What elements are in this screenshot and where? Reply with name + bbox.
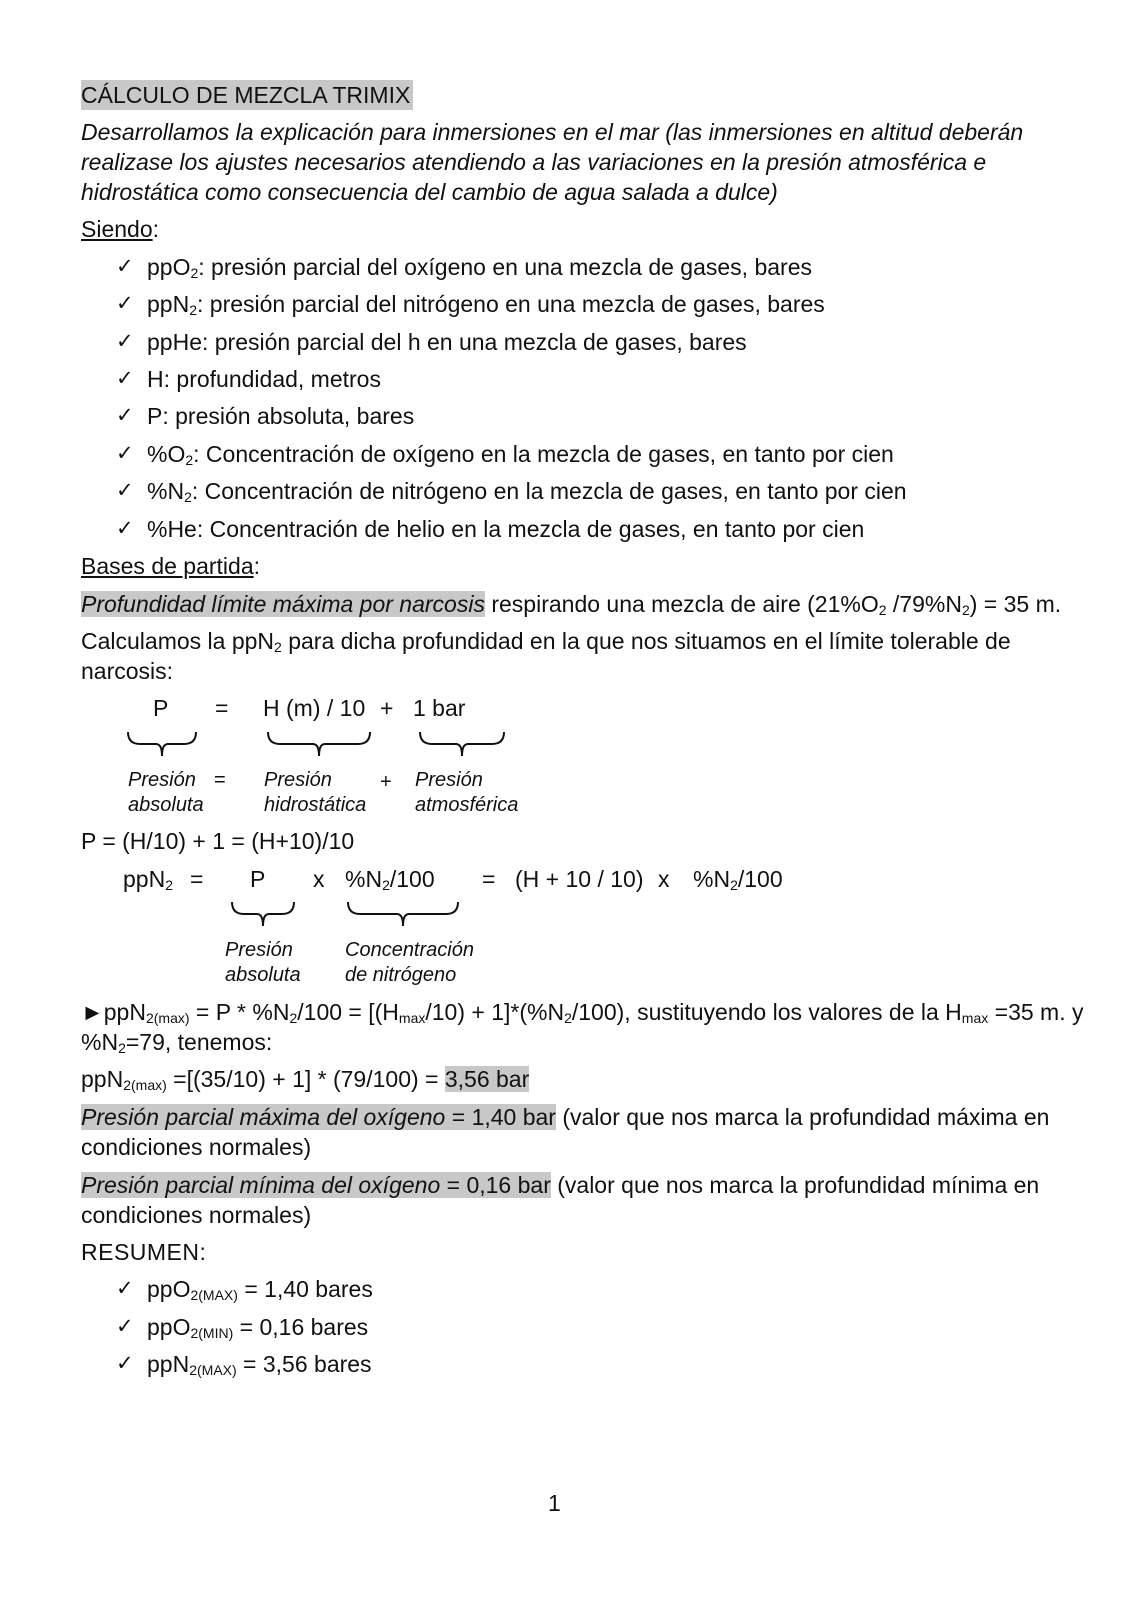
check-icon: ✓ — [116, 1315, 134, 1338]
calc-line-1: Calculamos la ppN$_2$ para dicha profundidad en la que nos situamos en el límite tolerable de — [81, 628, 1011, 655]
check-icon: ✓ — [116, 442, 134, 465]
ppn2-result-value: 3,56 bar — [444, 1066, 530, 1092]
o2-max-line-2: condiciones normales) — [81, 1134, 312, 1160]
label-equals: = — [214, 769, 226, 791]
eq2-hexp: (H + 10 / 10) — [515, 866, 644, 892]
label-atmosferica: atmosférica — [415, 794, 519, 816]
check-icon: ✓ — [116, 404, 134, 427]
eq1-p: P — [153, 695, 169, 721]
brace-concentration — [346, 900, 460, 930]
label-concentracion: Concentración — [345, 939, 474, 961]
eq1-plus: + — [380, 695, 394, 721]
definition-item: P: presión absoluta, bares — [147, 403, 415, 429]
label-presion: Presión — [264, 769, 332, 791]
definition-item: %He: Concentración de helio en la mezcla de gases, en tanto por cien — [147, 516, 865, 542]
definition-item: ppHe: presión parcial del h en una mezcla de gases, bares — [147, 329, 747, 355]
eq1-equals: = — [215, 695, 229, 721]
siendo-heading: Siendo: — [81, 216, 160, 242]
check-icon: ✓ — [116, 1352, 134, 1375]
check-icon: ✓ — [116, 330, 134, 353]
eq2-times-2: x — [658, 866, 670, 892]
definition-item: ppO$_2$: presión parcial del oxígeno en una mezcla de gases, bares — [147, 254, 812, 281]
eq1-bar: 1 bar — [413, 695, 466, 721]
intro-line-2: realizase los ajustes necesarios atendiendo a las variaciones en la presión atmosférica e — [81, 149, 987, 175]
check-icon: ✓ — [116, 292, 134, 315]
summary-item: ppN$_{2(MAX)}$ = 3,56 bares — [147, 1351, 372, 1378]
label-presion: Presión — [225, 939, 293, 961]
o2-min-line-2: condiciones normales) — [81, 1202, 312, 1228]
document-heading: CÁLCULO DE MEZCLA TRIMIX — [81, 80, 413, 110]
label-nitrogeno: de nitrógeno — [345, 964, 457, 986]
eq2-equals: = — [190, 866, 204, 892]
check-icon: ✓ — [116, 517, 134, 540]
label-plus: + — [380, 771, 392, 793]
arrow-icon: ► — [81, 999, 104, 1025]
intro-line-1: Desarrollamos la explicación para inmersiones en el mar (las inmersiones en altitud deberán — [81, 119, 1024, 145]
o2-max-line: Presión parcial máxima del oxígeno = 1,40 bar (valor que nos marca la profundidad máxima en — [81, 1104, 1050, 1130]
brace-atmospheric — [418, 730, 506, 760]
label-presion: Presión — [415, 769, 483, 791]
check-icon: ✓ — [116, 479, 134, 502]
brace-absolute — [126, 730, 198, 760]
resumen-heading: RESUMEN: — [81, 1239, 207, 1265]
label-hidrostatica: hidrostática — [264, 794, 367, 816]
ppn2-result-line: ppN$_{2(max)}$ =[(35/10) + 1] * (79/100) = 3,56 bar — [81, 1066, 530, 1093]
definition-item: $\%O_2$: Concentración de oxígeno en la mezcla de gases, en tanto por cien — [147, 441, 894, 468]
check-icon: ✓ — [116, 1277, 134, 1300]
definition-item: $\%N_2$: Concentración de nitrógeno en la mezcla de gases, en tanto por cien — [147, 478, 907, 505]
label-absoluta: absoluta — [225, 964, 301, 986]
definition-item: H: profundidad, metros — [147, 366, 381, 392]
check-icon: ✓ — [116, 367, 134, 390]
max-formula-line-1: ►ppN$_{2(max)}$ = $P * \%N_2/100 = [(H_{max}/10) + 1]*(\%N_2/100)$, sustituyendo los valores de la $H_{max} =35$ m. y — [81, 999, 1084, 1026]
definition-item: ppN$_2$: presión parcial del nitrógeno en una mezcla de gases, bares — [147, 291, 825, 318]
bases-heading: Bases de partida: — [81, 553, 261, 579]
eq2-p: P — [250, 866, 266, 892]
summary-item: ppO$_{2(MAX)}$ = 1,40 bares — [147, 1276, 373, 1303]
eq2-n2: $\%N_2/100$ — [345, 866, 435, 893]
brace-absolute-2 — [230, 900, 296, 930]
eq2-times: x — [313, 866, 325, 892]
page-number: 1 — [548, 1490, 561, 1516]
intro-line-3: hidrostática como consecuencia del cambio de agua salada a dulce) — [81, 179, 778, 205]
label-absoluta: absoluta — [128, 794, 204, 816]
pressure-formula: P = (H/10) + 1 = (H+10)/10 — [81, 828, 355, 854]
o2-min-line: Presión parcial mínima del oxígeno = 0,16 bar (valor que nos marca la profundidad mínima en — [81, 1172, 1040, 1198]
calc-line-2: narcosis: — [81, 658, 174, 684]
eq2-ppn2: ppN$_2$ — [123, 866, 173, 893]
eq2-n2-2: $\%N_2/100$ — [693, 866, 783, 893]
check-icon: ✓ — [116, 255, 134, 278]
eq2-equals-2: = — [482, 866, 496, 892]
summary-item: ppO$_{2(MIN)}$ = 0,16 bares — [147, 1314, 369, 1341]
eq1-hydro: H (m) / 10 — [263, 695, 366, 721]
narcosis-line: Profundidad límite máxima por narcosis respirando una mezcla de aire ($21\%O_2$ $/79\%N_2) = 35$ m. — [81, 591, 1062, 618]
brace-hydrostatic — [266, 730, 372, 760]
label-presion: Presión — [128, 769, 196, 791]
max-formula-line-2: $\%N_2=79$, tenemos: — [81, 1029, 273, 1056]
